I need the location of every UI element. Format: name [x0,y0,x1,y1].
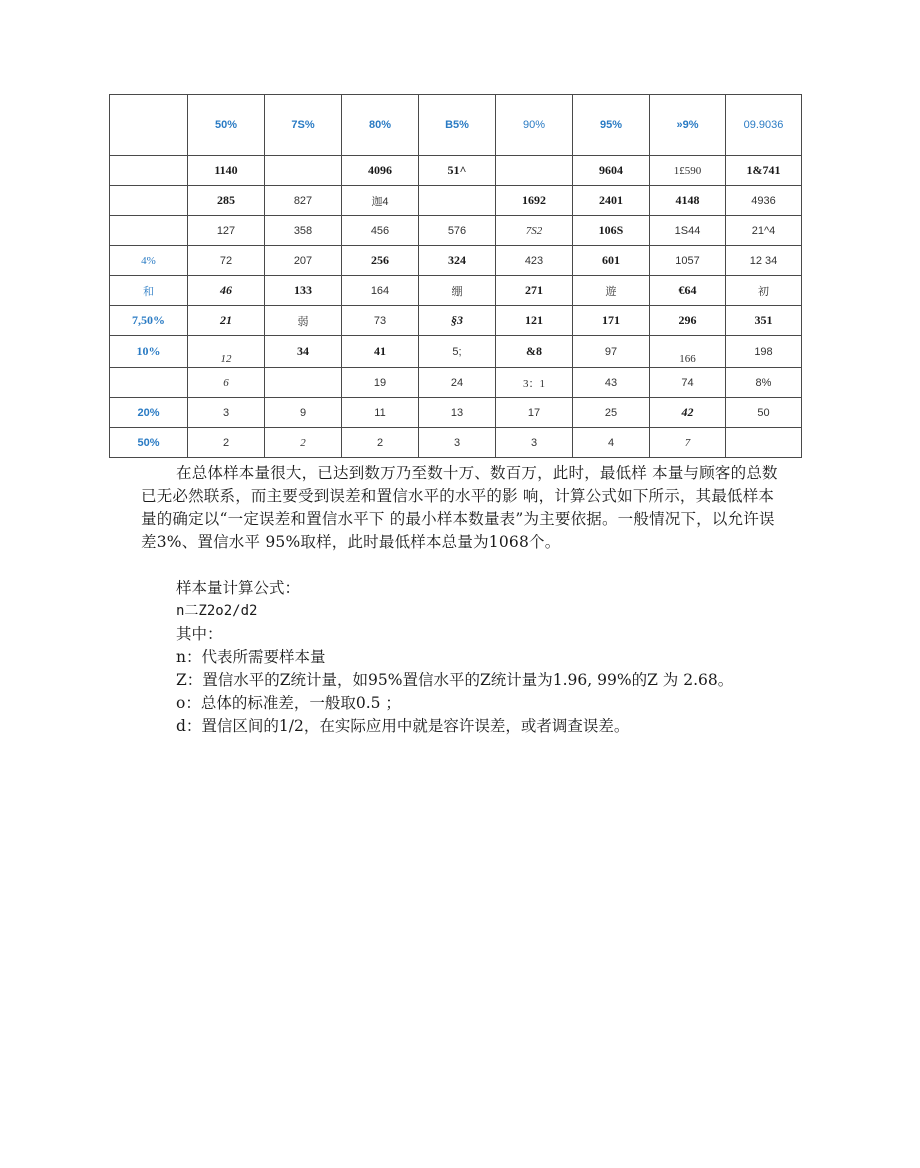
header-cell: 7S% [265,95,342,156]
table-cell: 迦4 [342,186,419,216]
row-label: 10% [110,336,188,368]
table-cell: 198 [726,336,802,368]
body-paragraph: 在总体样本量很大，已达到数万乃至数十万、数百万，此时，最低样 本量与顾客的总数已无必然联系，而主要受到误差和置信水平的水平的影 响，计算公式如下所示，其最低样本量的确定以“一定误差和置信水平下 的最小样本数量表”为主要依据。一般情况下，以允许误差3%、置信水平 95%取样，此时最低样本总量为1068个。 [141,464,778,551]
table-cell: 4096 [342,156,419,186]
table-cell [110,216,188,246]
table-cell: 4148 [650,186,726,216]
table-cell: 285 [188,186,265,216]
row-label: 20% [110,398,188,428]
header-cell [110,95,188,156]
table-cell [265,368,342,398]
table-cell: 弱 [265,306,342,336]
table-cell: 17 [496,398,573,428]
header-cell: 80% [342,95,419,156]
table-cell: 21 [188,306,265,336]
table-cell: 12 34 [726,246,802,276]
table-row [110,276,802,306]
table-row [110,306,802,336]
table-cell: 1S44 [650,216,726,246]
table-cell: 2 [342,428,419,458]
table-cell: 3 [419,428,496,458]
table-row [110,186,802,216]
table-cell: 9604 [573,156,650,186]
table-cell: &8 [496,336,573,368]
where-label: 其中： [176,625,223,643]
header-cell: 90% [496,95,573,156]
table-cell: 296 [650,306,726,336]
table-cell: 21^4 [726,216,802,246]
table-cell: 2 [188,428,265,458]
row-label: 和 [110,276,188,306]
table-row [110,398,802,428]
table-cell: 1£590 [650,156,726,186]
formula-heading: 样本量计算公式： [176,579,301,597]
table-cell [726,428,802,458]
table-cell: 3：1 [496,368,573,398]
row-label: 4% [110,246,188,276]
row-label: 50% [110,428,188,458]
table-cell: 72 [188,246,265,276]
table-cell: 97 [573,336,650,368]
table-cell: 271 [496,276,573,306]
table-cell: 576 [419,216,496,246]
table-cell: 42 [650,398,726,428]
table-row [110,336,802,368]
table-cell: 9 [265,398,342,428]
table-cell [419,186,496,216]
table-cell: 4 [573,428,650,458]
table-row [110,428,802,458]
table-cell: 遊 [573,276,650,306]
table-row [110,246,802,276]
table-cell: 41 [342,336,419,368]
header-cell: B5% [419,95,496,156]
header-cell: 09.9036 [726,95,802,156]
table-cell: 1057 [650,246,726,276]
table-cell: 456 [342,216,419,246]
table-cell: 8% [726,368,802,398]
table-cell [110,156,188,186]
table-cell: 13 [419,398,496,428]
definition-z: Z：置信水平的Z统计量，如95%置信水平的Z统计量为1.96, 99%的Z 为 2.68。 [176,671,734,689]
table-cell: 绷 [419,276,496,306]
table-cell: 12 [188,336,265,368]
table-header-row [110,95,802,156]
table-row [110,216,802,246]
table-cell: 46 [188,276,265,306]
table-cell: §3 [419,306,496,336]
table-cell: 3 [188,398,265,428]
header-cell: 95% [573,95,650,156]
table-cell: 133 [265,276,342,306]
table-cell: 5; [419,336,496,368]
table-cell: 74 [650,368,726,398]
table-cell: 1692 [496,186,573,216]
table-cell: 358 [265,216,342,246]
table-cell: 初 [726,276,802,306]
table-cell: 1&741 [726,156,802,186]
table-row [110,156,802,186]
table-cell: 106S [573,216,650,246]
table-cell: 171 [573,306,650,336]
table-cell: 2 [265,428,342,458]
table-cell: 127 [188,216,265,246]
table-cell: 25 [573,398,650,428]
table-cell: 207 [265,246,342,276]
table-cell: 423 [496,246,573,276]
table-cell: 324 [419,246,496,276]
definition-d: d：置信区间的1/2，在实际应用中就是容许误差，或者调查误差。 [176,717,630,735]
sample-size-table [109,94,802,458]
table-cell: 19 [342,368,419,398]
table-cell [110,186,188,216]
table-cell: 3 [496,428,573,458]
table-cell: 50 [726,398,802,428]
table-cell: 34 [265,336,342,368]
table-cell: 51^ [419,156,496,186]
table-cell: 2401 [573,186,650,216]
table-cell: €64 [650,276,726,306]
definition-sigma: o：总体的标准差，一般取0.5 ； [176,694,401,712]
header-cell: 50% [188,95,265,156]
definition-n: n：代表所需要样本量 [176,648,326,666]
table-cell: 166 [650,336,726,368]
formula: n二Z2o2/d2 [176,603,258,619]
table-cell: 256 [342,246,419,276]
table-cell [496,156,573,186]
table-cell: 7S2 [496,216,573,246]
table-cell: 4936 [726,186,802,216]
table-cell: 121 [496,306,573,336]
table-cell: 827 [265,186,342,216]
table-cell: 11 [342,398,419,428]
table-cell: 73 [342,306,419,336]
table-cell: 7 [650,428,726,458]
table-cell: 351 [726,306,802,336]
table-cell: 6 [188,368,265,398]
table-cell [110,368,188,398]
table-cell: 24 [419,368,496,398]
table-cell: 601 [573,246,650,276]
table-cell [265,156,342,186]
table-cell: 164 [342,276,419,306]
header-cell: »9% [650,95,726,156]
table-cell: 43 [573,368,650,398]
row-label: 7,50% [110,306,188,336]
table-row [110,368,802,398]
table-cell: 1140 [188,156,265,186]
